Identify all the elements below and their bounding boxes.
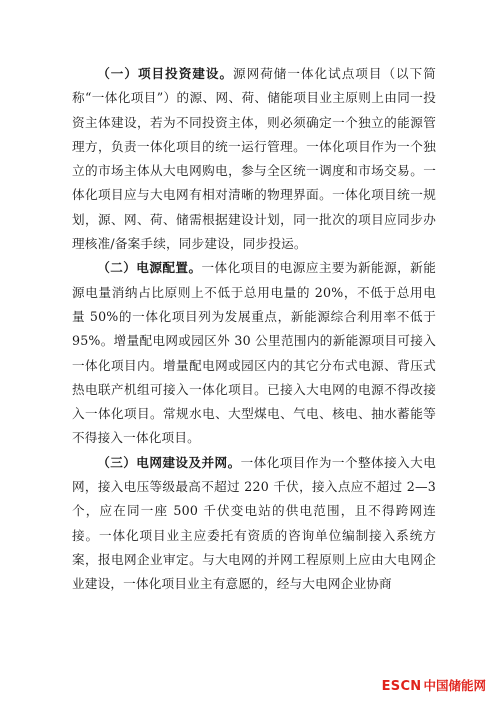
watermark-logo: [382, 676, 486, 694]
watermark-chinese: 中国储能网: [423, 678, 486, 693]
watermark-latin: ESCN: [381, 679, 422, 694]
paragraph-investment: [72, 62, 436, 256]
paragraph-text: 一体化项目的电源应主要为新能源，新能源电量消纳占比原则上不低于总用电量的 20%，不低于总用电量 50%的一体化项目列为发展重点，新能源综合利用率不低于 95%。增量配电网或园区外 30 公里范围内的新能源项目可接入一体化项目内。增量配电网或园区内的其它分布式电源、背压式热电联产机组可接入一体化项目。已接入大电网的电源不得改接入一体化项目。常规水电、大型煤电、气电、核电、抽水蓄能等不得接入一体化项目。: [72, 260, 436, 446]
paragraph-heading: （三）电网建设及并网。: [97, 454, 241, 470]
document-body: [72, 62, 436, 597]
paragraph-heading: （一）项目投资建设。: [97, 66, 234, 81]
paragraph-text: 一体化项目作为一个整体接入大电网，接入电压等级最高不超过 220 千伏，接入点应不超过 2—3 个，应在同一座 500 千伏变电站的供电范围，且不得跨网连接。一体化项目业主应委托有资质的咨询单位编制接入系统方案，报电网企业审定。与大电网的并网工程原则上应由大电网企业建设，一体化项目业主有意愿的，经与大电网企业协商: [72, 454, 437, 592]
paragraph-power-source: [72, 256, 436, 450]
paragraph-text: 源网荷储一体化试点项目（以下简称“一体化项目”）的源、网、荷、储能项目业主原则上由同一投资主体建设，若为不同投资主体，则必须确定一个独立的能源管理方，负责一体化项目的统一运行管理。一体化项目作为一个独立的市场主体从大电网购电，参与全区统一调度和市场交易。一体化项目应与大电网有相对清晰的物理界面。一体化项目统一规划，源、网、荷、储需根据建设计划，同一批次的项目应同步办理核准/备案手续，同步建设，同步投运。: [72, 66, 437, 252]
paragraph-heading: （二）电源配置。: [97, 260, 202, 276]
paragraph-grid-connection: [72, 451, 436, 597]
